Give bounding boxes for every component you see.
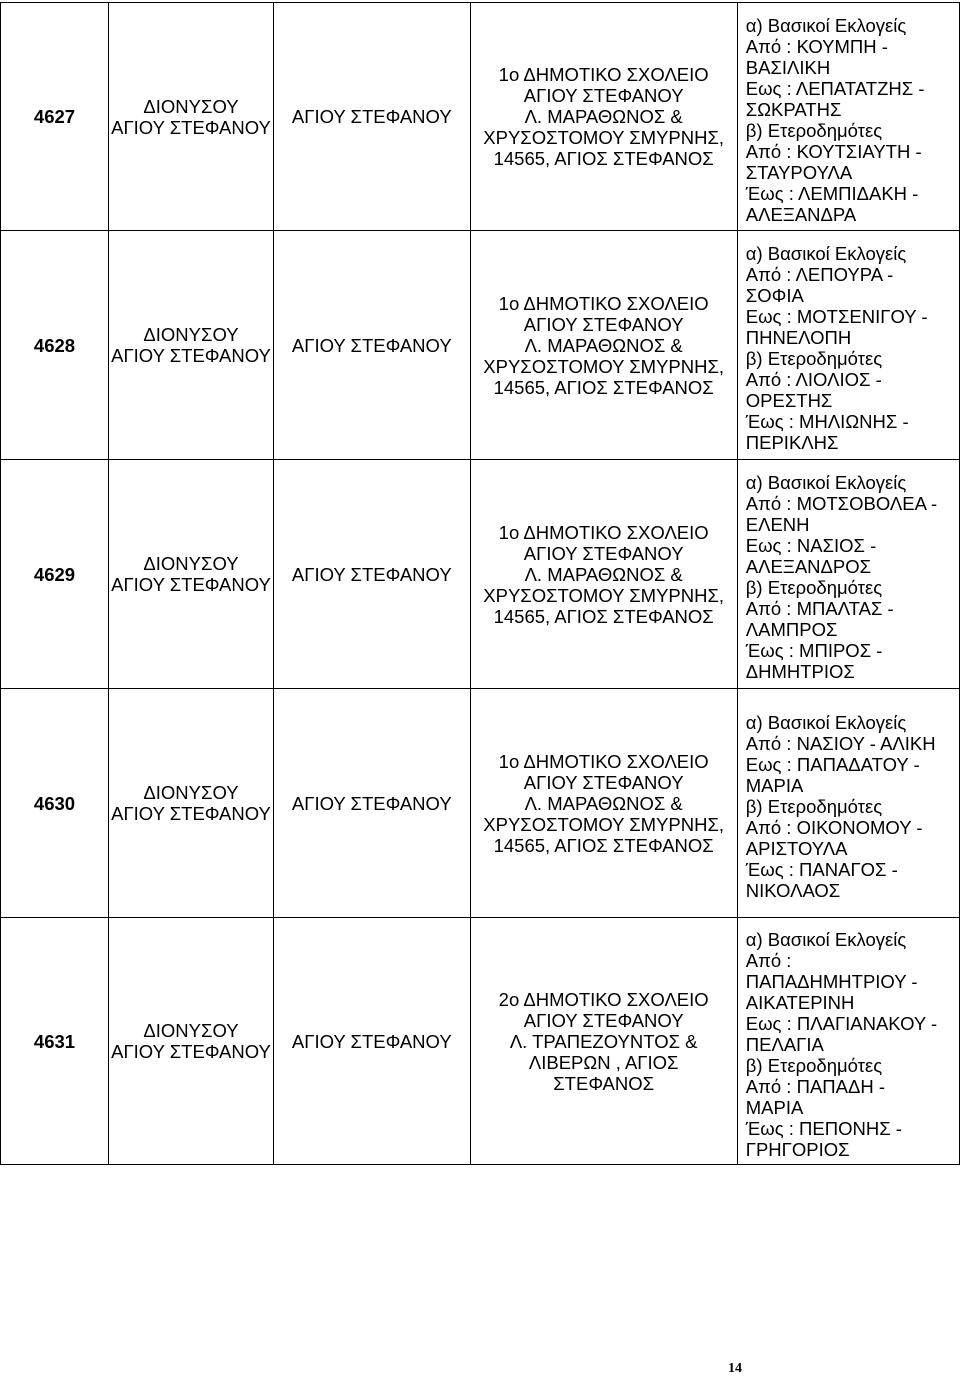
school-cell bbox=[470, 918, 737, 1165]
municipality-line: ΑΓΙΟΥ ΣΤΕΦΑΝΟΥ bbox=[111, 1041, 271, 1062]
page-number: 14 bbox=[728, 1361, 742, 1376]
school-line: 14565, ΑΓΙΟΣ ΣΤΕΦΑΝΟΣ bbox=[493, 376, 714, 398]
school-line: ΧΡΥΣΟΣΤΟΜΟΥ ΣΜΥΡΝΗΣ, bbox=[483, 813, 725, 835]
committee-line: ΟΡΕΣΤΗΣ bbox=[745, 390, 833, 411]
committee-line: Έως : ΜΗΛΙΩΝΗΣ - bbox=[745, 411, 909, 432]
committee-line: α) Βασικοί Εκλογείς bbox=[745, 472, 907, 493]
committee-line: ΕΛΕΝΗ bbox=[745, 514, 810, 535]
committee-line: Έως : ΜΠΙΡΟΣ - bbox=[745, 640, 883, 661]
committee-line: Από : ΜΟΤΣΟΒΟΛΕΑ - bbox=[745, 493, 938, 514]
municipality-cell bbox=[108, 918, 273, 1165]
committee-line: Εως : ΠΑΠΑΔΑΤΟΥ - bbox=[745, 753, 920, 775]
municipality-cell bbox=[108, 231, 273, 460]
committee-line: ΒΑΣΙΛΙΚΗ bbox=[745, 56, 831, 78]
committee-cell bbox=[737, 918, 959, 1165]
school-line: ΧΡΥΣΟΣΤΟΜΟΥ ΣΜΥΡΝΗΣ, bbox=[483, 355, 725, 377]
committee-line: ΣΤΑΥΡΟΥΛΑ bbox=[745, 161, 853, 183]
polling-stations-table bbox=[0, 2, 960, 1165]
school-line: 14565, ΑΓΙΟΣ ΣΤΕΦΑΝΟΣ bbox=[493, 605, 714, 627]
school-line: 14565, ΑΓΙΟΣ ΣΤΕΦΑΝΟΣ bbox=[493, 834, 714, 856]
municipality-line: ΑΓΙΟΥ ΣΤΕΦΑΝΟΥ bbox=[111, 574, 271, 595]
school-line: 1ο ΔΗΜΟΤΙΚΟ ΣΧΟΛΕΙΟ bbox=[498, 292, 709, 314]
table-row bbox=[1, 231, 960, 460]
district-cell: ΑΓΙΟΥ ΣΤΕΦΑΝΟΥ bbox=[274, 460, 471, 689]
committee-line: β) Ετεροδημότες bbox=[745, 348, 883, 369]
school-line: Λ. ΜΑΡΑΘΩΝΟΣ & bbox=[524, 563, 683, 585]
district-cell: ΑΓΙΟΥ ΣΤΕΦΑΝΟΥ bbox=[274, 231, 471, 460]
municipality-cell bbox=[108, 689, 273, 918]
committee-line: ΜΑΡΙΑ bbox=[745, 774, 804, 796]
table-row bbox=[1, 3, 960, 231]
district-cell: ΑΓΙΟΥ ΣΤΕΦΑΝΟΥ bbox=[274, 3, 471, 231]
committee-line: ΑΛΕΞΑΝΔΡΟΣ bbox=[745, 556, 872, 577]
committee-line: Εως : ΠΛΑΓΙΑΝΑΚΟΥ - bbox=[745, 1012, 938, 1034]
school-line: 1ο ΔΗΜΟΤΙΚΟ ΣΧΟΛΕΙΟ bbox=[498, 64, 709, 85]
committee-line: Έως : ΠΑΝΑΓΟΣ - bbox=[745, 858, 898, 880]
table-row bbox=[1, 689, 960, 918]
committee-line: Εως : ΝΑΣΙΟΣ - bbox=[745, 535, 877, 556]
committee-line: β) Ετεροδημότες bbox=[745, 1054, 883, 1076]
committee-line: ΠΕΛΑΓΙΑ bbox=[745, 1033, 824, 1055]
station-number: 4629 bbox=[1, 460, 109, 689]
committee-line: α) Βασικοί Εκλογείς bbox=[745, 243, 907, 264]
school-line: ΑΓΙΟΥ ΣΤΕΦΑΝΟΥ bbox=[523, 313, 684, 335]
committee-line: α) Βασικοί Εκλογείς bbox=[745, 14, 907, 36]
school-cell bbox=[470, 460, 737, 689]
committee-line: ΠΑΠΑΔΗΜΗΤΡΙΟΥ - bbox=[745, 970, 918, 992]
station-number: 4627 bbox=[1, 3, 109, 231]
committee-cell bbox=[737, 689, 959, 918]
committee-cell bbox=[737, 3, 959, 231]
municipality-line: ΔΙΟΝΥΣΟΥ bbox=[143, 553, 239, 574]
committee-line: Από : ΛΙΟΛΙΟΣ - bbox=[745, 369, 882, 390]
committee-line: Από : ΟΙΚΟΝΟΜΟΥ - bbox=[745, 816, 923, 838]
municipality-line: ΔΙΟΝΥΣΟΥ bbox=[143, 324, 239, 345]
committee-line: ΣΩΚΡΑΤΗΣ bbox=[745, 98, 842, 120]
district-cell: ΑΓΙΟΥ ΣΤΕΦΑΝΟΥ bbox=[274, 689, 471, 918]
committee-line: Εως : ΛΕΠΑΤΑΤΖΗΣ - bbox=[745, 77, 925, 99]
committee-line: Από : ΛΕΠΟΥΡΑ - bbox=[745, 264, 894, 285]
committee-line: ΣΟΦΙΑ bbox=[745, 285, 804, 306]
committee-line: Έως : ΛΕΜΠΙΔΑΚΗ - bbox=[745, 182, 919, 204]
school-line: ΛΙΒΕΡΩΝ , ΑΓΙΟΣ bbox=[528, 1051, 679, 1073]
school-line: ΧΡΥΣΟΣΤΟΜΟΥ ΣΜΥΡΝΗΣ, bbox=[483, 127, 725, 148]
committee-line: Από : ΝΑΣΙΟΥ - ΑΛΙΚΗ bbox=[745, 732, 936, 754]
committee-line: ΑΛΕΞΑΝΔΡΑ bbox=[745, 203, 857, 225]
committee-line: ΔΗΜΗΤΡΙΟΣ bbox=[745, 661, 855, 682]
committee-line: ΓΡΗΓΟΡΙΟΣ bbox=[745, 1138, 850, 1160]
school-line: 2ο ΔΗΜΟΤΙΚΟ ΣΧΟΛΕΙΟ bbox=[498, 988, 709, 1010]
committee-line: Από : ΚΟΥΤΣΙΑΥΤΗ - bbox=[745, 140, 922, 162]
committee-cell bbox=[737, 231, 959, 460]
table-row bbox=[1, 460, 960, 689]
committee-line: Από : bbox=[745, 949, 792, 971]
municipality-cell bbox=[108, 460, 273, 689]
school-line: ΧΡΥΣΟΣΤΟΜΟΥ ΣΜΥΡΝΗΣ, bbox=[483, 584, 725, 606]
school-line: ΑΓΙΟΥ ΣΤΕΦΑΝΟΥ bbox=[523, 1009, 684, 1031]
municipality-line: ΔΙΟΝΥΣΟΥ bbox=[143, 95, 239, 117]
school-line: Λ. ΜΑΡΑΘΩΝΟΣ & bbox=[524, 792, 683, 814]
table-row bbox=[1, 918, 960, 1165]
station-number: 4631 bbox=[1, 918, 109, 1165]
school-line: 1ο ΔΗΜΟΤΙΚΟ ΣΧΟΛΕΙΟ bbox=[498, 521, 709, 543]
committee-line: ΛΑΜΠΡΟΣ bbox=[745, 619, 838, 640]
committee-line: Από : ΚΟΥΜΠΗ - bbox=[745, 35, 888, 57]
committee-line: α) Βασικοί Εκλογείς bbox=[745, 711, 907, 733]
municipality-line: ΑΓΙΟΥ ΣΤΕΦΑΝΟΥ bbox=[111, 803, 271, 824]
station-number: 4630 bbox=[1, 689, 109, 918]
municipality-line: ΑΓΙΟΥ ΣΤΕΦΑΝΟΥ bbox=[111, 345, 271, 366]
school-cell bbox=[470, 689, 737, 918]
municipality-line: ΔΙΟΝΥΣΟΥ bbox=[143, 1020, 239, 1041]
municipality-line: ΔΙΟΝΥΣΟΥ bbox=[143, 782, 239, 803]
committee-line: ΑΙΚΑΤΕΡΙΝΗ bbox=[745, 991, 855, 1013]
station-number: 4628 bbox=[1, 231, 109, 460]
committee-line: ΠΕΡΙΚΛΗΣ bbox=[745, 432, 839, 453]
district-cell: ΑΓΙΟΥ ΣΤΕΦΑΝΟΥ bbox=[274, 918, 471, 1165]
municipality-line: ΑΓΙΟΥ ΣΤΕΦΑΝΟΥ bbox=[111, 116, 271, 138]
school-line: ΑΓΙΟΥ ΣΤΕΦΑΝΟΥ bbox=[523, 542, 684, 564]
school-line: Λ. ΜΑΡΑΘΩΝΟΣ & bbox=[524, 334, 683, 356]
school-line: ΑΓΙΟΥ ΣΤΕΦΑΝΟΥ bbox=[523, 85, 684, 106]
school-line: 1ο ΔΗΜΟΤΙΚΟ ΣΧΟΛΕΙΟ bbox=[498, 750, 709, 772]
committee-line: Από : ΜΠΑΛΤΑΣ - bbox=[745, 598, 894, 619]
school-line: 14565, ΑΓΙΟΣ ΣΤΕΦΑΝΟΣ bbox=[493, 148, 714, 169]
committee-line: Εως : ΜΟΤΣΕΝΙΓΟΥ - bbox=[745, 306, 928, 327]
school-cell bbox=[470, 231, 737, 460]
committee-line: β) Ετεροδημότες bbox=[745, 577, 883, 598]
committee-line: ΝΙΚΟΛΑΟΣ bbox=[745, 879, 841, 901]
committee-line: β) Ετεροδημότες bbox=[745, 119, 883, 141]
school-line: ΑΓΙΟΥ ΣΤΕΦΑΝΟΥ bbox=[523, 771, 684, 793]
school-cell bbox=[470, 3, 737, 231]
committee-line: ΜΑΡΙΑ bbox=[745, 1096, 804, 1118]
municipality-cell bbox=[108, 3, 273, 231]
committee-cell bbox=[737, 460, 959, 689]
committee-line: Έως : ΠΕΠΟΝΗΣ - bbox=[745, 1117, 902, 1139]
committee-line: Από : ΠΑΠΑΔΗ - bbox=[745, 1075, 885, 1097]
school-line: Λ. ΤΡΑΠΕΖΟΥΝΤΟΣ & bbox=[509, 1030, 698, 1052]
committee-line: β) Ετεροδημότες bbox=[745, 795, 883, 817]
committee-line: α) Βασικοί Εκλογείς bbox=[745, 928, 907, 950]
school-line: Λ. ΜΑΡΑΘΩΝΟΣ & bbox=[524, 106, 683, 127]
school-line: ΣΤΕΦΑΝΟΣ bbox=[553, 1072, 655, 1094]
committee-line: ΠΗΝΕΛΟΠΗ bbox=[745, 327, 852, 348]
committee-line: ΑΡΙΣΤΟΥΛΑ bbox=[745, 837, 848, 859]
